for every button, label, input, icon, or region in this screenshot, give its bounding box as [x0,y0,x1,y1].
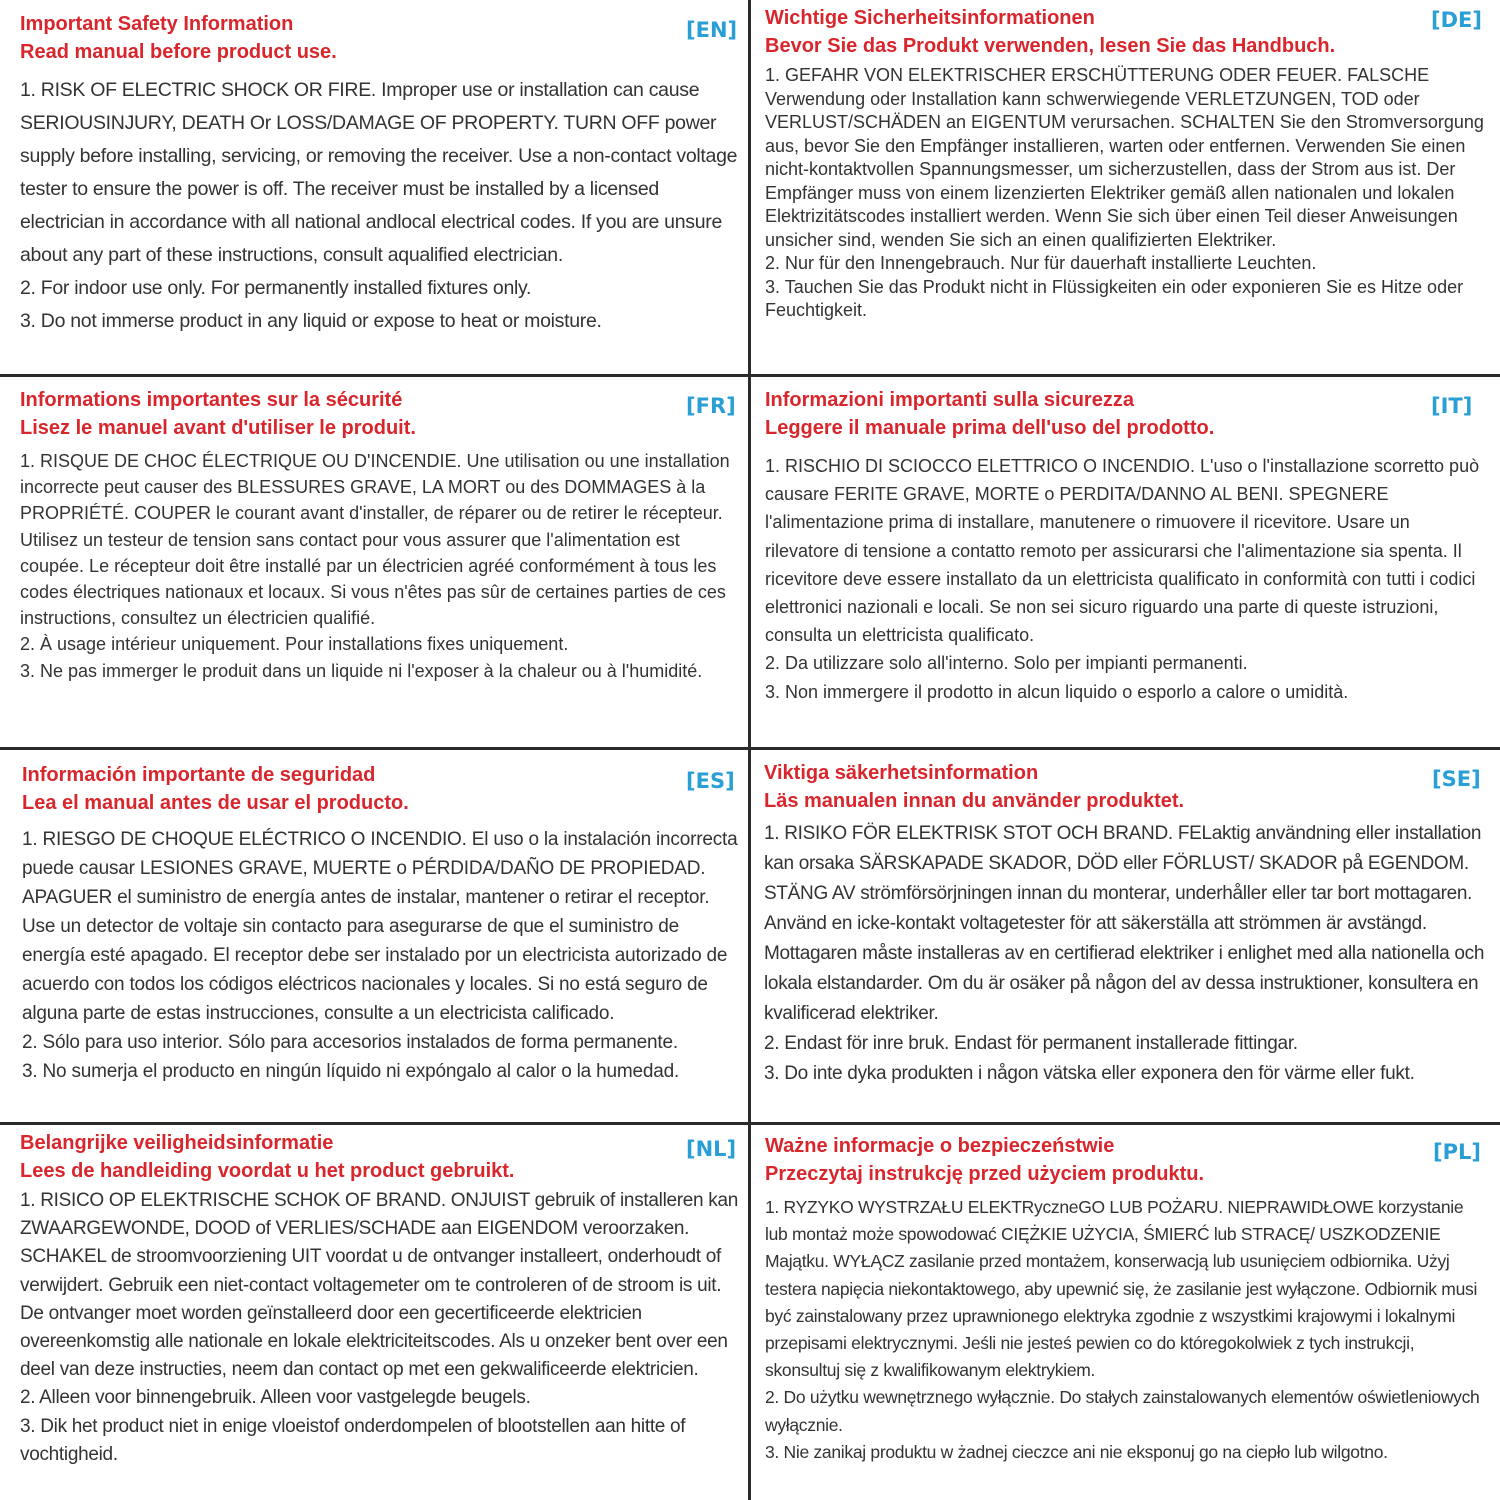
section-title: Belangrijke veiligheidsinformatie [20,1132,334,1154]
column-divider [748,0,751,1500]
safety-item: 2. À usage intérieur uniquement. Pour installations fixes uniquement. [20,634,569,655]
safety-item: 3. Nie zanikaj produktu w żadnej cieczce ani nie eksponuj go na ciepło lub wilgotno. [765,1441,1388,1462]
section-pl [765,1132,1490,1500]
section-body [20,448,738,684]
safety-item: 3. No sumerja el producto en ningún líquido ni expóngalo al calor o la humedad. [22,1061,680,1082]
section-subtitle: Läs manualen innan du använder produktet. [764,790,1185,812]
section-en [20,10,738,372]
safety-item: 2. Do użytku wewnętrznego wyłącznie. Do stałych zainstalowanych elementów oświetleniowych wyłącznie. [765,1387,1480,1435]
section-title: Wichtige Sicherheitsinformationen [765,7,1095,29]
safety-item: 1. GEFAHR VON ELEKTRISCHER ERSCHÜTTERUNG ODER FEUER. FALSCHE Verwendung oder Installation kann schwerwiegende VERLETZUNGEN, TOD oder VERLUST/SCHÄDEN an EIGENTUM verursachen. SCHALTEN Sie den Stromversorgung aus, bevor Sie den Empfänger installieren, warten oder entfernen. Verwenden Sie einen nicht-kontaktvollen Spannungsmesser, um sicherzustellen, dass der Strom aus ist. Der Empfänger muss von einem lizenzierten Elektriker gemäß allen nationalen und lokalen Elektrizitätscodes installiert werden. Wenn Sie sich über einen Teil dieser Anweisungen unsicher sind, wenden Sie sich an einen qualifizierten Elektriker. [765,65,1484,250]
section-body [765,1194,1490,1466]
safety-item: 3. Do inte dyka produkten i någon vätska eller exponera den för värme eller fukt. [764,1063,1415,1084]
safety-item: 1. RYZYKO WYSTRZAŁU ELEKTRyczneGO LUB POŻARU. NIEPRAWIDŁOWE korzystanie lub montaż może spowodować CIĘŻKIE UŻYCIA, ŚMIERĆ lub STRACĘ/ USZKODZENIE Majątku. WYŁĄCZ zasilanie przed montażem, konserwacją lub usunięciem odbiornika. Użyj testera napięcia niekontaktowego, aby upewnić się, że zasilanie jest wyłączone. Odbiornik musi być zainstalowany przez uprawnionego elektryka zgodnie z wszystkimi krajowymi i lokalnymi przepisami elektrycznymi. Jeśli nie jesteś pewien co do któregokolwiek z tych instrukcji, skonsultuj się z kwalifikowanym elektrykiem. [765,1197,1478,1381]
section-subtitle: Lea el manual antes de usar el producto. [22,792,409,814]
row-divider [0,374,1500,377]
section-nl [20,1129,740,1500]
safety-item: 3. Dik het product niet in enige vloeistof onderdompelen of blootstellen aan hitte of vochtigheid. [20,1415,686,1465]
section-title: Informations importantes sur la sécurité [20,389,403,411]
section-title: Viktiga säkerhetsinformation [764,762,1039,784]
section-fr [20,386,738,744]
safety-item: 1. RIESGO DE CHOQUE ELÉCTRICO O INCENDIO. El uso o la instalación incorrecta puede causar LESIONES GRAVE, MUERTE o PÉRDIDA/DAÑO DE PROPIEDAD. APAGUER el suministro de energía antes de instalar, mantener o retirar el receptor. Use un detector de voltaje sin contacto para asegurarse de que el suministro de energía esté apagado. El receptor debe ser instalado por un electricista autorizado de acuerdo con todos los códigos eléctricos nacionales y locales. Si no está seguro de alguna parte de estas instrucciones, consulte a un electricista calificado. [22,829,738,1024]
section-body [764,819,1490,1089]
section-body [765,452,1483,706]
language-code: [ES] [686,769,735,793]
row-divider [0,1122,1500,1125]
section-se [764,759,1490,1119]
safety-item: 2. Da utilizzare solo all'interno. Solo per impianti permanenti. [765,653,1248,674]
section-subtitle: Lisez le manuel avant d'utiliser le produit. [20,417,416,439]
safety-item: 3. Non immergere il prodotto in alcun liquido o esporlo a calore o umidità. [765,681,1349,702]
language-code: [NL] [686,1137,737,1161]
safety-item: 1. RISICO OP ELEKTRISCHE SCHOK OF BRAND. ONJUIST gebruik of installeren kan ZWAARGEWONDE, DOOD of VERLIES/SCHADE aan EIGENDOM veroorzaken. SCHAKEL de stroomvoorziening UIT voordat u de ontvanger installeert, onderhoudt of verwijdert. Gebruik een niet-contact voltagemeter om te controleren of de stroom is uit. De ontvanger moet worden geïnstalleerd door een gecertificeerde elektricien overeenkomstig alle nationale en lokale elektriciteitscodes. Als u onzeker bent over een deel van deze instructies, neem dan contact op met een gekwalificeerde elektricien. [20,1190,739,1381]
safety-item: 2. Sólo para uso interior. Sólo para accesorios instalados de forma permanente. [22,1032,678,1053]
language-code: [FR] [686,394,736,418]
safety-item: 2. For indoor use only. For permanently installed fixtures only. [20,277,532,299]
safety-item: 1. RISQUE DE CHOC ÉLECTRIQUE OU D'INCENDIE. Une utilisation ou une installation incorrecte peut causer des BLESSURES GRAVE, LA MORT ou des DOMMAGES à la PROPRIÉTÉ. COUPER le courant avant d'installer, de réparer ou de retirer le récepteur. Utilisez un testeur de tension sans contact pour vous assurer que l'alimentation est coupée. Le récepteur doit être installé par un électricien agréé conformément à tous les codes électriques nationaux et locaux. Si vous n'êtes pas sûr de certaines parties de ces instructions, consultez un électricien qualifié. [20,451,730,629]
language-code: [EN] [686,18,738,42]
section-it [765,386,1483,744]
section-subtitle: Read manual before product use. [20,41,337,63]
language-code: [DE] [1431,8,1482,32]
language-code: [PL] [1433,1140,1481,1164]
section-title: Important Safety Information [20,13,294,35]
section-body [765,64,1490,323]
section-title: Informazioni importanti sulla sicurezza [765,389,1134,411]
safety-item: 1. RISK OF ELECTRIC SHOCK OR FIRE. Improper use or installation can cause SERIOUSINJURY, DEATH Or LOSS/DAMAGE OF PROPERTY. TURN OFF power supply before installing, servicing, or removing the receiver. Use a non-contact voltage tester to ensure the power is off. The receiver must be installed by a licensed electrician in accordance with all national andlocal electrical codes. If you are unsure about any part of these instructions, consult aqualified electrician. [20,79,738,266]
safety-item: 3. Do not immerse product in any liquid or expose to heat or moisture. [20,310,602,332]
section-subtitle: Lees de handleiding voordat u het product gebruikt. [20,1160,515,1182]
safety-item: 2. Nur für den Innengebrauch. Nur für dauerhaft installierte Leuchten. [765,253,1317,273]
safety-item: 3. Ne pas immerger le produit dans un liquide ni l'exposer à la chaleur ou à l'humidité. [20,660,703,681]
section-es [22,761,738,1119]
section-subtitle: Leggere il manuale prima dell'uso del prodotto. [765,417,1215,439]
section-de [765,4,1490,372]
safety-item: 3. Tauchen Sie das Produkt nicht in Flüssigkeiten ein oder exponieren Sie es Hitze oder Feuchtigkeit. [765,276,1464,320]
language-code: [IT] [1431,394,1473,418]
safety-item: 1. RISCHIO DI SCIOCCO ELETTRICO O INCENDIO. L'uso o l'installazione scorretto può causare FERITE GRAVE, MORTE o PERDITA/DANNO AL BENI. SPEGNERE l'alimentazione prima di installare, manutenere o rimuovere il ricevitore. Usare un rilevatore di tensione a contatto remoto per assicurarsi che l'alimentazione sia spenta. Il ricevitore deve essere installato da un elettricista qualificato in conformità con tutti i codici elettronici nazionali e locali. Se non sei sicuro riguardo una parte di queste istruzioni, consulta un elettricista qualificato. [765,456,1480,646]
section-body [20,74,738,338]
section-body [22,825,738,1086]
section-subtitle: Bevor Sie das Produkt verwenden, lesen Sie das Handbuch. [765,35,1336,57]
section-title: Información importante de seguridad [22,764,376,786]
section-subtitle: Przeczytaj instrukcję przed użyciem produktu. [765,1163,1205,1185]
section-body [20,1187,740,1469]
safety-item: 2. Alleen voor binnengebruik. Alleen voor vastgelegde beugels. [20,1387,531,1409]
safety-item: 1. RISIKO FÖR ELEKTRISK STOT OCH BRAND. FELaktig användning eller installation kan orsaka SÄRSKAPADE SKADOR, DÖD eller FÖRLUST/ SKADOR på EGENDOM. STÄNG AV strömförsörjningen innan du monterar, underhåller eller tar bort mottagaren. Använd en icke-kontakt voltagetester för att säkerställa att strömmen är avstängd. Mottagaren måste installeras av en certifierad elektriker i enlighet med alla nationella och lokala elstandarder. Om du är osäker på någon del av dessa instruktioner, konsultera en kvalificerad elektriker. [764,823,1485,1024]
safety-item: 2. Endast för inre bruk. Endast för permanent installerade fittingar. [764,1033,1298,1054]
section-title: Ważne informacje o bezpieczeństwie [765,1135,1115,1157]
row-divider [0,747,1500,750]
language-code: [SE] [1432,767,1481,791]
